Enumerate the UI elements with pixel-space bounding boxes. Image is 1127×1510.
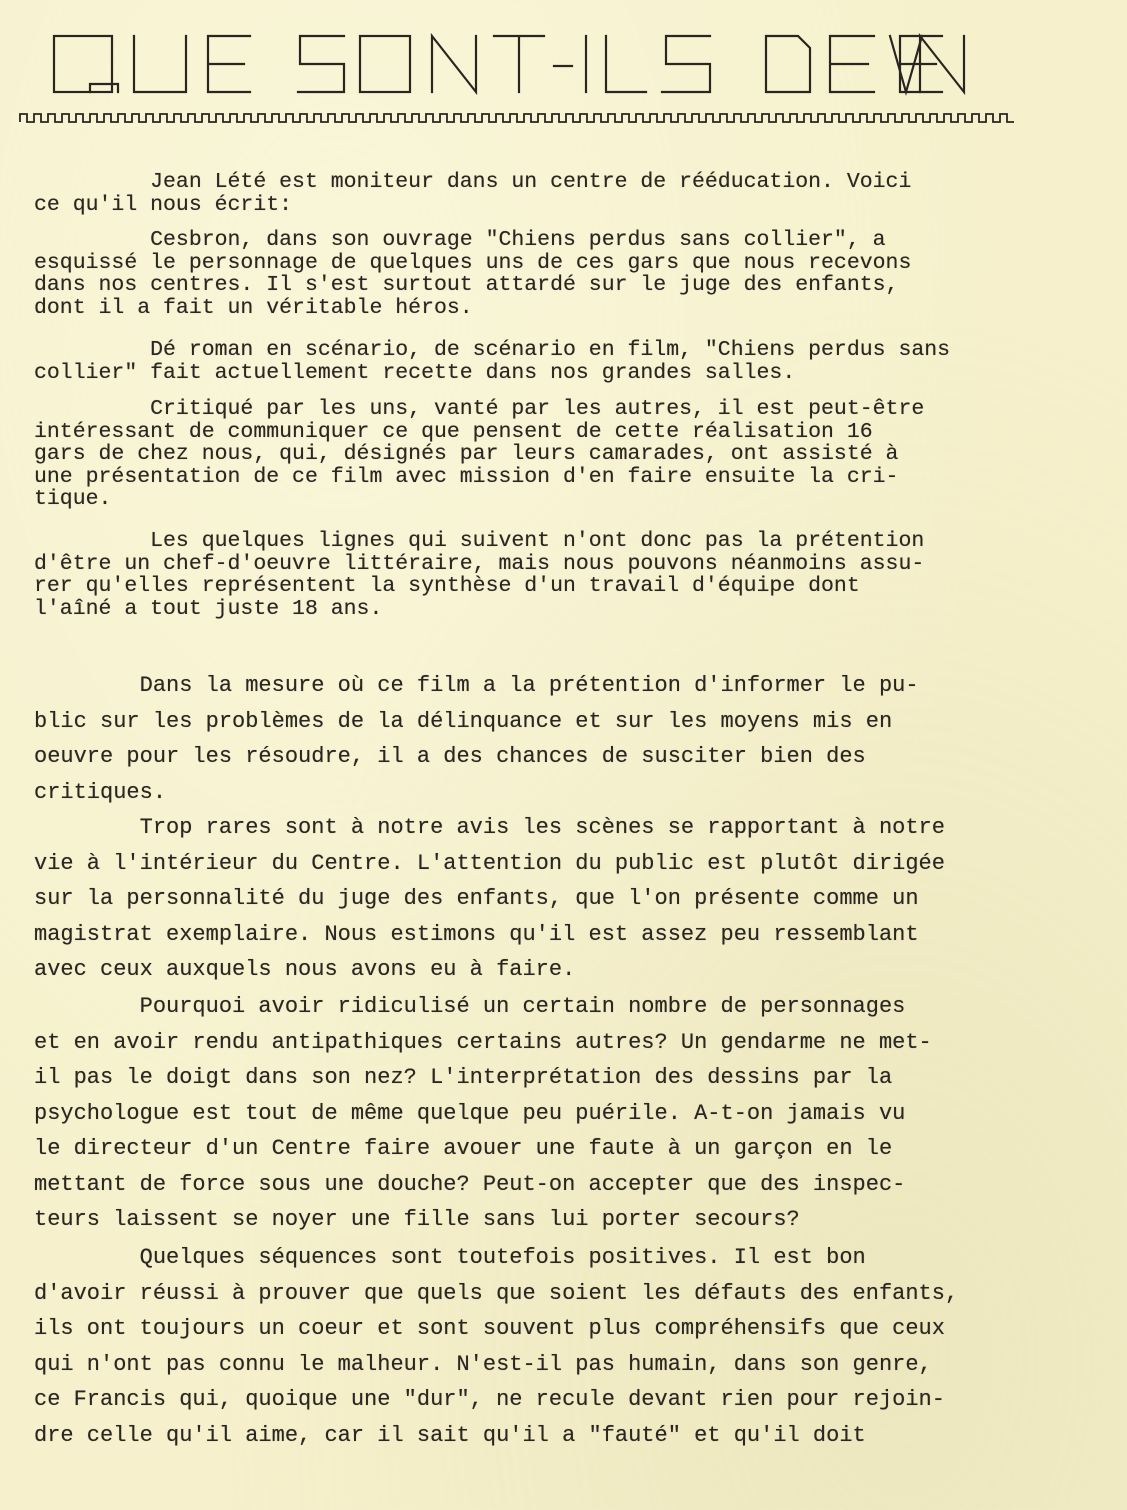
critique-paragraph-1: Dans la mesure où ce film a la prétention d'informer le pu- blic sur les problèmes de la délinquance et sur les moyens mis en oeuvre pour les résoudre, il a des chances de susciter bien des critiques. <box>34 673 919 805</box>
intro-paragraph-2: Cesbron, dans son ouvrage "Chiens perdus sans collier", a esquissé le personnage de quelques uns de ces gars que nous recevons dans nos centres. Il s'est surtout attardé sur le juge des enfants, dont il a fait un véritable héros. <box>34 228 912 320</box>
intro-paragraph-5: Les quelques lignes qui suivent n'ont donc pas la prétention d'être un chef-d'oeuvre littéraire, mais nous pouvons néanmoins assu- rer qu'elles représentent la synthèse d'un travail d'équipe dont l'aîné a tout juste 18 ans. <box>34 529 925 621</box>
intro-paragraph-3: Dé roman en scénario, de scénario en film, "Chiens perdus sans collier" fait actuellement recette dans nos grandes salles. <box>34 338 951 385</box>
critique-paragraph-2: Trop rares sont à notre avis les scènes se rapportant à notre vie à l'intérieur du Centre. L'attention du public est plutôt dirigée sur la personnalité du juge des enfants, que l'on présente comme un magistrat exemplaire. Nous estimons qu'il est assez peu ressemblant avec ceux auxquels nous avons eu à faire. <box>34 815 945 982</box>
intro-paragraph-1: Jean Lété est moniteur dans un centre de rééducation. Voici ce qu'il nous écrit: <box>34 170 912 217</box>
critique-paragraph-3: Pourquoi avoir ridiculisé un certain nombre de personnages et en avoir rendu antipathiques certains autres? Un gendarme ne met- il pas le doigt dans son nez? L'interprétation des dessins par la psychologue est tout de même quelque peu puérile. A-t-on jamais vu le directeur d'un Centre faire avouer une faute à un garçon en le mettant de force sous une douche? Peut-on accepter que des inspec- teurs laissent se noyer une fille sans lui porter secours? <box>34 994 932 1232</box>
intro-paragraph-4: Critiqué par les uns, vanté par les autres, il est peut-être intéressant de communiquer ce que pensent de cette réalisation 16 gars de chez nous, qui, désignés par leurs camarades, ont assisté à une présentation de ce film avec mission d'en faire ensuite la cri- tique. <box>34 397 925 511</box>
title-underline-ornament <box>18 108 1018 128</box>
critique-paragraph-4: Quelques séquences sont toutefois positives. Il est bon d'avoir réussi à prouver que quels que soient les défauts des enfants, ils ont toujours un coeur et sont souvent plus compréhensifs que ceux qui n'ont pas connu le malheur. N'est-il pas humain, dans son genre, ce Francis qui, quoique une "dur", ne recule devant rien pour rejoin- dre celle qu'il aime, car il sait qu'il a "fauté" et qu'il doit <box>34 1245 959 1448</box>
title-lettering-tail <box>40 26 1100 106</box>
